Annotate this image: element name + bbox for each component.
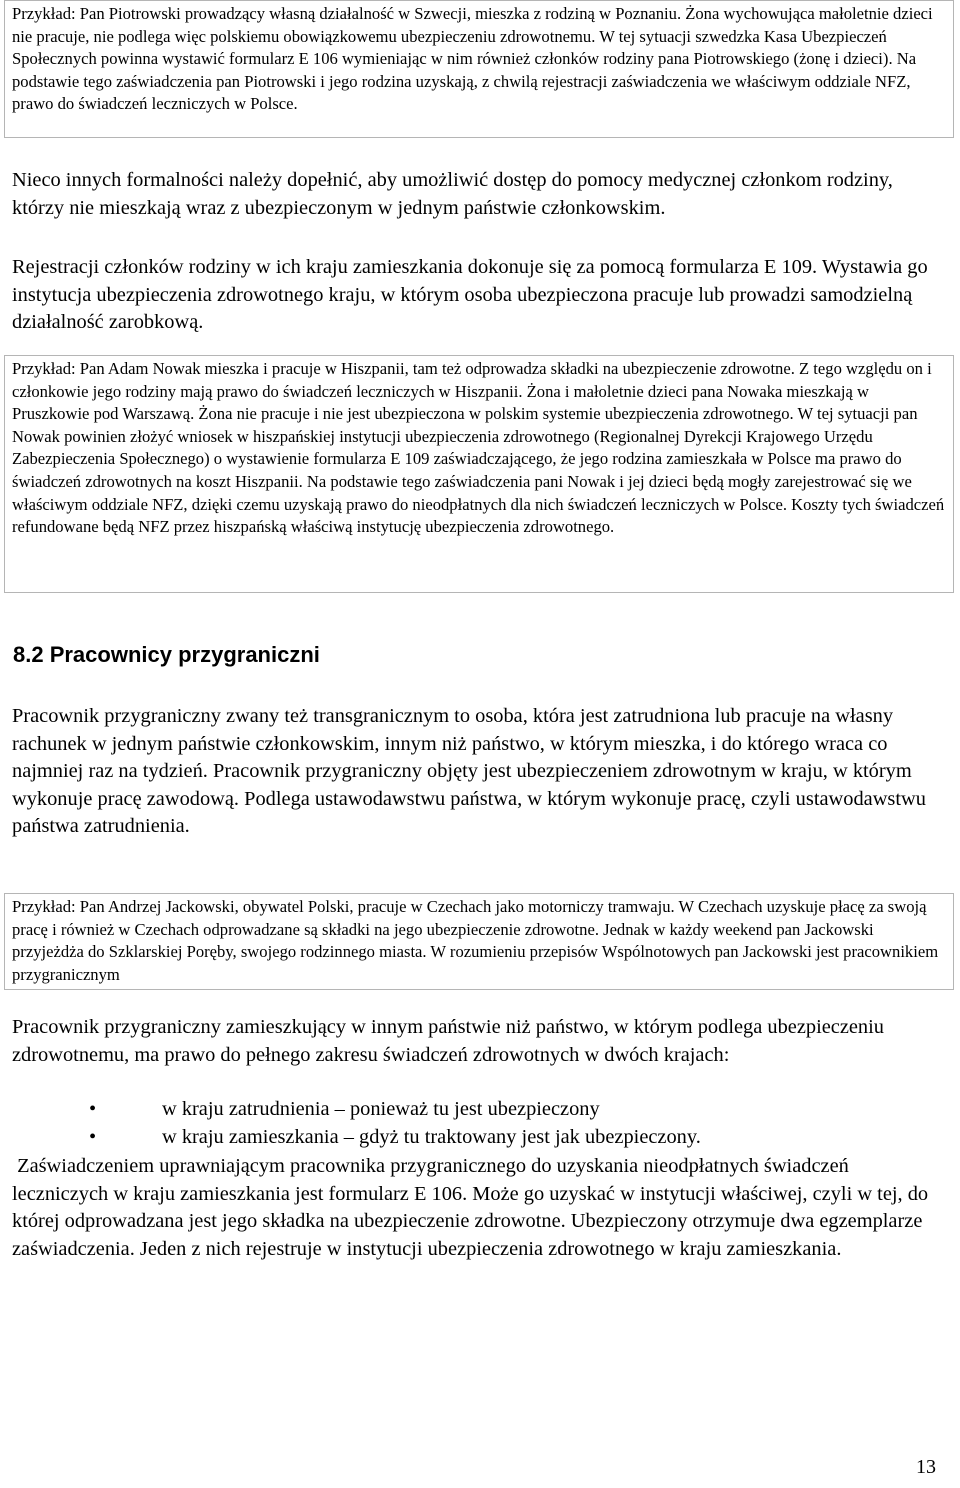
example-box-nowak: [4, 355, 954, 593]
bullet-list: [12, 1096, 947, 1151]
paragraph-family-members: Nieco innych formalności należy dopełnić, aby umożliwić dostęp do pomocy medycznej członkom rodziny, którzy nie mieszkają wraz z ubezpieczonym w jednym państwie członkowskim.: [12, 169, 893, 219]
example-text-nowak: Przykład: Pan Adam Nowak mieszka i pracuje w Hiszpanii, tam też odprowadza składki na ubezpieczenie zdrowotne. Z tego względu on i członkowie jego rodziny mają prawo do świadczeń leczniczych w Hiszpanii. Żona i małoletnie dzieci pana Nowaka mieszkają w Pruszkowie pod Warszawą. Żona nie pracuje i nie jest ubezpieczona w polskim systemie ubezpieczenia zdrowotnego. W tej sytuacji pan Nowak powinien złożyć wniosek w hiszpańskiej instytucji ubezpieczenia zdrowotnego (Regionalnej Dyrekcji Krajowego Urzędu Zabezpieczenia Społecznego) o wystawienie formularza E 109 zaświadczającego, że jego rodzina zamieszkała w Polsce ma prawo do świadczeń zdrowotnych na koszt Hiszpanii. Na podstawie tego zaświadczenia pani Nowak i jej dzieci będą mogły zarejestrować się we właściwym oddziale NFZ, dzięki czemu uzyskają prawo do nieodpłatnych dla nich świadczeń leczniczych w Polsce. Koszty tych świadczeń refundowane będą NFZ przez hiszpańską właściwą instytucję ubezpieczenia zdrowotnego.: [12, 359, 945, 537]
paragraph-benefits-two-countries: Pracownik przygraniczny zamieszkujący w innym państwie niż państwo, w którym podlega ubezpieczeniu zdrowotnemu, ma prawo do pełnego zakresu świadczeń zdrowotnych w dwóch krajach:: [12, 1016, 884, 1066]
paragraph-e109-registration: Rejestracji członków rodziny w ich kraju zamieszkania dokonuje się za pomocą formularza E 109. Wystawia go instytucja ubezpieczenia zdrowotnego kraju, w którym osoba ubezpieczona pracuje lub prowadzi samodzielną działalność zarobkową.: [12, 256, 928, 334]
bullet-icon: •: [89, 1098, 97, 1120]
list-item-text: w kraju zamieszkania – gdyż tu traktowany jest jak ubezpieczony.: [162, 1125, 701, 1148]
example-box-jackowski: [4, 893, 954, 990]
list-item: [12, 1124, 947, 1152]
page-number: 13: [916, 1456, 936, 1478]
example-text-piotrowski: Przykład: Pan Piotrowski prowadzący własną działalność w Szwecji, mieszka z rodziną w Poznaniu. Żona wychowująca małoletnie dzieci nie pracuje, nie podlega więc polskiemu obowiązkowemu ubezpieczeniu zdrowotnemu. W tej sytuacji szwedzka Kasa Ubezpieczeń Społecznych powinna wystawić formularz E 106 wymieniając w nim również członków rodziny pana Piotrowskiego (żonę i dzieci). Na podstawie tego zaświadczenia pan Piotrowski i jego rodzina uzyskają, z chwilą rejestracji zaświadczenia we właściwym oddziale NFZ, prawo do świadczeń leczniczych w Polsce.: [12, 4, 933, 114]
section-heading: 8.2 Pracownicy przygraniczni: [13, 642, 320, 667]
paragraph-cross-border-definition: Pracownik przygraniczny zwany też transgranicznym to osoba, która jest zatrudniona lub pracuje na własny rachunek w jednym państwie członkowskim, innym niż państwo, w którym mieszka, i do którego wraca co najmniej raz na tydzień. Pracownik przygraniczny objęty jest ubezpieczeniem zdrowotnym w kraju, w którym wykonuje pracę zawodową. Podlega ustawodawstwu państwa, w którym wykonuje pracę, czyli ustawodawstwu państwa zatrudnienia.: [12, 705, 926, 838]
bullet-icon: •: [89, 1125, 97, 1148]
paragraph-e106-certificate: Zaświadczeniem uprawniającym pracownika przygranicznego do uzyskania nieodpłatnych świadczeń leczniczych w kraju zamieszkania jest formularz E 106. Może go uzyskać w instytucji właściwej, czyli w tej, do której odprowadzana jest jego składka na ubezpieczenie zdrowotne. Ubezpieczony otrzymuje dwa egzemplarze zaświadczenia. Jeden z nich rejestruje w instytucji ubezpieczenia zdrowotnego w kraju zamieszkania.: [12, 1155, 934, 1260]
example-box-piotrowski: [4, 0, 954, 138]
list-item-text: w kraju zatrudnienia – ponieważ tu jest ubezpieczony: [162, 1098, 600, 1120]
example-text-jackowski: Przykład: Pan Andrzej Jackowski, obywatel Polski, pracuje w Czechach jako motorniczy tramwaju. W Czechach uzyskuje płacę za swoją pracę i również w Czechach odprowadzane są składki na jego ubezpieczenie zdrowotne. Jednak w każdy weekend pan Jackowski przyjeżdża do Szklarskiej Poręby, swojego rodzinnego miasta. W rozumieniu przepisów Wspólnotowych pan Jackowski jest pracownikiem przygranicznym: [12, 897, 939, 984]
list-item: [12, 1096, 947, 1124]
